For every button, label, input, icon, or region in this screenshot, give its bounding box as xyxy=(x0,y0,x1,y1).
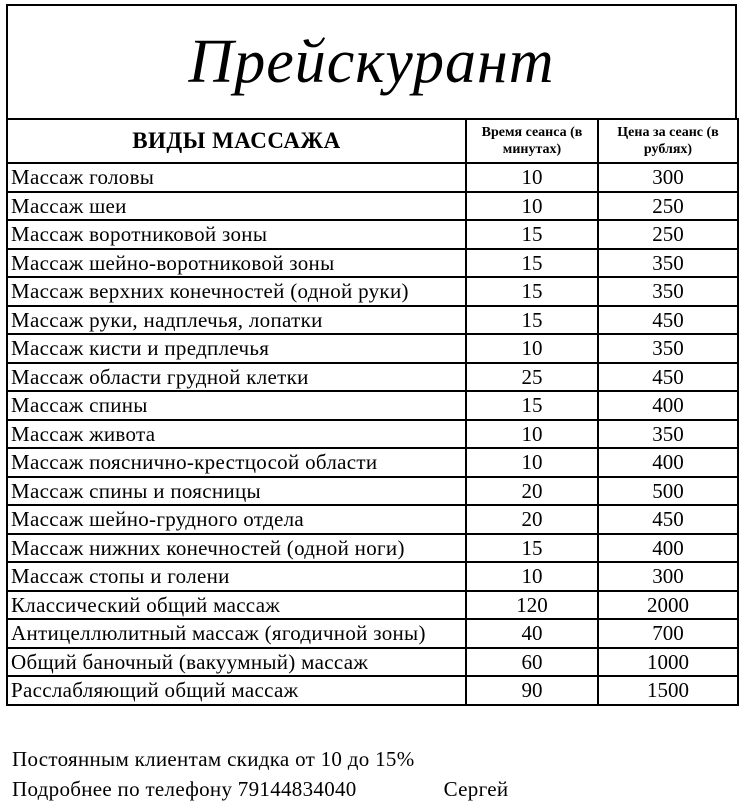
row-time: 20 xyxy=(466,477,598,506)
table-row xyxy=(7,534,738,563)
row-name: Массаж шейно-грудного отдела xyxy=(7,505,466,534)
row-price: 450 xyxy=(598,306,738,335)
header-session-price: Цена за сеанс (в рублях) xyxy=(598,119,738,163)
row-price: 350 xyxy=(598,249,738,278)
row-name: Массаж области грудной клетки xyxy=(7,363,466,392)
row-time: 10 xyxy=(466,562,598,591)
row-price: 400 xyxy=(598,391,738,420)
row-name: Массаж шейно-воротниковой зоны xyxy=(7,249,466,278)
row-name: Массаж верхних конечностей (одной руки) xyxy=(7,277,466,306)
row-name: Расслабляющий общий массаж xyxy=(7,676,466,705)
header-massage-types: ВИДЫ МАССАЖА xyxy=(7,119,466,163)
contact-name: Сергей xyxy=(443,777,509,801)
row-name: Классический общий массаж xyxy=(7,591,466,620)
row-name: Общий баночный (вакуумный) массаж xyxy=(7,648,466,677)
row-time: 120 xyxy=(466,591,598,620)
title-box xyxy=(6,4,737,118)
table-row xyxy=(7,676,738,705)
table-header-row xyxy=(7,119,738,163)
table-row xyxy=(7,505,738,534)
row-price: 1000 xyxy=(598,648,738,677)
table-row xyxy=(7,448,738,477)
row-name: Массаж спины xyxy=(7,391,466,420)
row-price: 2000 xyxy=(598,591,738,620)
row-name: Массаж руки, надплечья, лопатки xyxy=(7,306,466,335)
table-row xyxy=(7,477,738,506)
table-row xyxy=(7,192,738,221)
row-time: 90 xyxy=(466,676,598,705)
row-name: Массаж кисти и предплечья xyxy=(7,334,466,363)
table-row xyxy=(7,334,738,363)
row-price: 350 xyxy=(598,277,738,306)
page-title: Прейскурант xyxy=(188,28,555,96)
row-price: 1500 xyxy=(598,676,738,705)
row-price: 700 xyxy=(598,619,738,648)
row-time: 15 xyxy=(466,534,598,563)
row-price: 350 xyxy=(598,420,738,449)
table-row xyxy=(7,277,738,306)
table-row xyxy=(7,391,738,420)
row-price: 350 xyxy=(598,334,738,363)
row-time: 15 xyxy=(466,277,598,306)
table-row xyxy=(7,306,738,335)
header-session-time: Время сеанса (в минутах) xyxy=(466,119,598,163)
row-price: 300 xyxy=(598,163,738,192)
table-row xyxy=(7,220,738,249)
row-name: Массаж стопы и голени xyxy=(7,562,466,591)
table-row xyxy=(7,163,738,192)
row-price: 450 xyxy=(598,505,738,534)
row-price: 450 xyxy=(598,363,738,392)
row-time: 15 xyxy=(466,391,598,420)
row-time: 60 xyxy=(466,648,598,677)
row-price: 300 xyxy=(598,562,738,591)
row-time: 10 xyxy=(466,192,598,221)
row-price: 250 xyxy=(598,192,738,221)
row-time: 10 xyxy=(466,448,598,477)
row-time: 15 xyxy=(466,220,598,249)
row-time: 10 xyxy=(466,163,598,192)
row-name: Массаж живота xyxy=(7,420,466,449)
table-body xyxy=(7,163,738,705)
table-row xyxy=(7,619,738,648)
contact-line xyxy=(12,774,508,804)
row-time: 10 xyxy=(466,334,598,363)
table-row xyxy=(7,420,738,449)
row-name: Массаж пояснично-крестцосой области xyxy=(7,448,466,477)
row-time: 20 xyxy=(466,505,598,534)
row-name: Массаж головы xyxy=(7,163,466,192)
row-time: 15 xyxy=(466,306,598,335)
table-row xyxy=(7,648,738,677)
footer xyxy=(12,744,508,804)
row-price: 500 xyxy=(598,477,738,506)
table-row xyxy=(7,363,738,392)
phone-note: Подробнее по телефону 79144834040 xyxy=(12,777,357,801)
row-time: 10 xyxy=(466,420,598,449)
row-time: 15 xyxy=(466,249,598,278)
row-name: Массаж воротниковой зоны xyxy=(7,220,466,249)
table-row xyxy=(7,562,738,591)
row-name: Массаж нижних конечностей (одной ноги) xyxy=(7,534,466,563)
table-row xyxy=(7,591,738,620)
row-name: Антицеллюлитный массаж (ягодичной зоны) xyxy=(7,619,466,648)
row-price: 400 xyxy=(598,534,738,563)
row-price: 400 xyxy=(598,448,738,477)
row-name: Массаж шеи xyxy=(7,192,466,221)
price-list-sheet xyxy=(6,4,737,706)
row-name: Массаж спины и поясницы xyxy=(7,477,466,506)
price-table xyxy=(6,118,739,706)
table-row xyxy=(7,249,738,278)
row-price: 250 xyxy=(598,220,738,249)
row-time: 40 xyxy=(466,619,598,648)
discount-note: Постоянным клиентам скидка от 10 до 15% xyxy=(12,747,415,771)
row-time: 25 xyxy=(466,363,598,392)
